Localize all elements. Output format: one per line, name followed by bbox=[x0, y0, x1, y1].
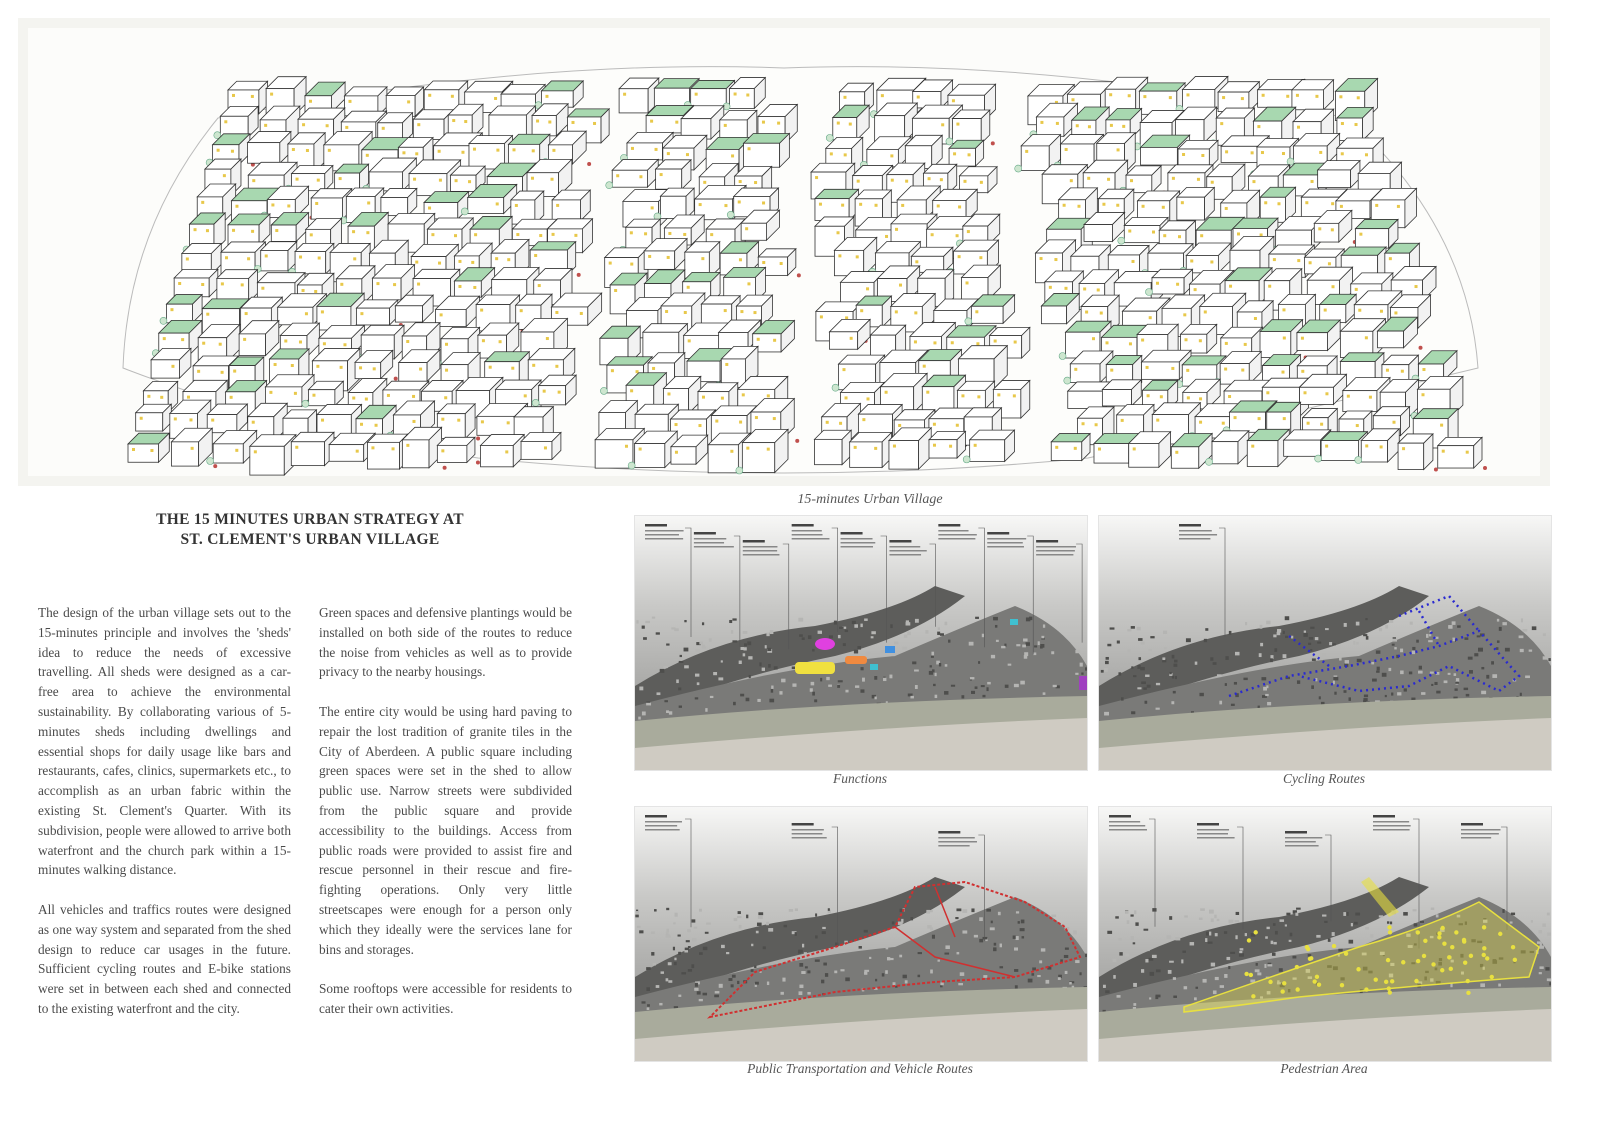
building bbox=[1051, 434, 1090, 461]
building bbox=[949, 140, 984, 166]
pedestrian-tree bbox=[1463, 960, 1467, 964]
pedestrian-area-map bbox=[1098, 806, 1552, 1062]
pedestrian-tree bbox=[1416, 930, 1420, 934]
building bbox=[174, 269, 218, 296]
building bbox=[815, 430, 852, 464]
pedestrian-tree bbox=[1440, 926, 1444, 930]
pedestrian-tree bbox=[1384, 980, 1388, 984]
pedestrian-tree bbox=[1388, 930, 1392, 934]
pedestrian-area-caption: Pedestrian Area bbox=[1280, 1061, 1368, 1076]
text-column-left bbox=[38, 603, 291, 1039]
function-zone bbox=[870, 664, 878, 670]
cycling-routes-map bbox=[1098, 515, 1552, 771]
pedestrian-tree bbox=[1280, 989, 1284, 993]
pedestrian-tree bbox=[1295, 987, 1299, 991]
building bbox=[815, 189, 859, 220]
pedestrian-tree bbox=[1254, 930, 1258, 934]
pedestrian-tree bbox=[1449, 967, 1453, 971]
cycling-aerial-image bbox=[1099, 516, 1551, 770]
building bbox=[1177, 187, 1214, 220]
function-zone bbox=[885, 646, 895, 653]
building bbox=[521, 432, 561, 459]
pedestrian-tree bbox=[1482, 946, 1486, 950]
pedestrian-tree bbox=[1295, 965, 1299, 969]
building bbox=[552, 190, 590, 221]
pedestrian-tree bbox=[1454, 930, 1458, 934]
pedestrian-tree bbox=[1450, 945, 1454, 949]
building bbox=[929, 431, 965, 458]
building bbox=[1292, 80, 1334, 110]
building bbox=[1218, 82, 1259, 112]
function-zone bbox=[795, 662, 835, 674]
pedestrian-tree bbox=[1482, 925, 1486, 929]
pedestrian-tree bbox=[1364, 987, 1368, 991]
pedestrian-tree bbox=[1466, 979, 1470, 983]
pedestrian-tree bbox=[1390, 979, 1394, 983]
building bbox=[250, 435, 296, 475]
paragraph: The design of the urban village sets out to the 15-minutes principle and involves the 'sheds' idea to reduce the needs of excessive travelling. All sheds were designed as a car-free area to achieve the environmental sustainability. By collaborating various of 5-minutes sheds including dwellings and essential shops for daily usage like bars and restaurants, cafes, clinics, supermarkets etc., to accomplish as an urban fabric within the existing St. Clement's Quarter. With its subdivision, people were allowed to arrive both waterfront and the church park within a 15-minutes walking distance. bbox=[38, 605, 291, 878]
building bbox=[1102, 380, 1141, 406]
pedestrian-tree bbox=[1308, 957, 1312, 961]
function-zone bbox=[1079, 676, 1087, 690]
urban-village-sketch-drawing bbox=[28, 28, 1540, 476]
pedestrian-tree bbox=[1317, 982, 1321, 986]
building bbox=[957, 381, 994, 409]
pedestrian-tree bbox=[1251, 994, 1255, 998]
pedestrian-tree bbox=[1416, 959, 1420, 963]
pedestrian-tree bbox=[1387, 986, 1391, 990]
functions-map bbox=[634, 515, 1088, 771]
building bbox=[381, 188, 417, 215]
building bbox=[744, 133, 790, 167]
pedestrian-tree bbox=[1387, 925, 1391, 929]
pedestrian-tree bbox=[1462, 939, 1466, 943]
pedestrian-tree bbox=[1437, 935, 1441, 939]
pedestrian-aerial-image bbox=[1099, 807, 1551, 1061]
function-zone bbox=[815, 638, 835, 650]
building bbox=[128, 433, 169, 462]
pedestrian-tree bbox=[1247, 938, 1251, 942]
pedestrian-tree bbox=[1490, 975, 1494, 979]
building bbox=[207, 430, 257, 464]
pedestrian-tree bbox=[1414, 979, 1418, 983]
cycling-routes-caption: Cycling Routes bbox=[1282, 771, 1366, 786]
pedestrian-tree bbox=[1315, 975, 1319, 979]
title-line-2: ST. CLEMENT'S URBAN VILLAGE bbox=[180, 531, 440, 548]
sketch-frame bbox=[18, 18, 1550, 486]
pedestrian-tree bbox=[1466, 991, 1470, 995]
pedestrian-tree bbox=[1442, 941, 1446, 945]
urban-village-sketch bbox=[28, 28, 1540, 476]
building bbox=[481, 435, 525, 467]
vehicle-routes-map bbox=[634, 806, 1088, 1062]
building bbox=[1438, 437, 1487, 470]
buildings-group bbox=[123, 67, 1487, 476]
building bbox=[367, 434, 407, 469]
title-line-1: THE 15 MINUTES URBAN STRATEGY AT bbox=[156, 511, 464, 528]
pedestrian-tree bbox=[1482, 953, 1486, 957]
pedestrian-tree bbox=[1305, 945, 1309, 949]
paragraph: The entire city would be using hard paving to repair the lost tradition of granite tiles in the City of Aberdeen. A public square including green spaces were set in the shed to allow public use. Narrow streets were subdivided from the public square and provide accessibility to the buildings. Access from public roads were provided to assist fire and rescue personnel in their rescue and fire-fighting operations. Only very little streetscapes were enough for a person only which they ideally were the services lane for bins and storages. bbox=[319, 703, 572, 957]
building bbox=[1181, 324, 1217, 353]
pedestrian-tree bbox=[1356, 967, 1360, 971]
pedestrian-tree bbox=[1244, 972, 1248, 976]
pedestrian-tree bbox=[1388, 990, 1392, 994]
pedestrian-tree bbox=[1312, 979, 1316, 983]
building bbox=[850, 432, 892, 467]
pedestrian-tree bbox=[1401, 960, 1405, 964]
pedestrian-tree bbox=[1282, 981, 1286, 985]
pedestrian-tree bbox=[1498, 932, 1502, 936]
building bbox=[1398, 434, 1438, 472]
vehicle-routes-caption: Public Transportation and Vehicle Routes bbox=[747, 1061, 973, 1076]
pedestrian-tree bbox=[1431, 962, 1435, 966]
function-zone bbox=[845, 656, 867, 664]
pedestrian-tree bbox=[1511, 945, 1515, 949]
sketch-caption: 15-minutes Urban Village bbox=[797, 492, 943, 507]
article-title bbox=[100, 510, 520, 550]
pedestrian-tree bbox=[1386, 958, 1390, 962]
building bbox=[619, 78, 659, 113]
building bbox=[311, 189, 352, 219]
pedestrian-tree bbox=[1440, 968, 1444, 972]
function-zone bbox=[1010, 619, 1018, 625]
pedestrian-tree bbox=[1374, 977, 1378, 981]
building bbox=[1178, 140, 1218, 168]
building bbox=[656, 160, 691, 189]
pedestrian-tree bbox=[1447, 955, 1451, 959]
functions-caption: Functions bbox=[833, 771, 887, 786]
paragraph: Green spaces and defensive plantings would be installed on both side of the routes to reduce the noise from vehicles as well as to provide privacy to the nearby housings. bbox=[319, 605, 572, 680]
building bbox=[248, 132, 291, 164]
pedestrian-tree bbox=[1513, 958, 1517, 962]
building bbox=[437, 437, 480, 464]
building bbox=[1318, 161, 1360, 188]
text-column-right bbox=[319, 603, 572, 1039]
pedestrian-tree bbox=[1422, 954, 1426, 958]
vehicle-aerial-image bbox=[635, 807, 1087, 1061]
building bbox=[1247, 429, 1289, 466]
building bbox=[291, 432, 334, 465]
pedestrian-tree bbox=[1469, 954, 1473, 958]
pedestrian-tree bbox=[1485, 956, 1489, 960]
pedestrian-tree bbox=[1268, 980, 1272, 984]
functions-aerial-image bbox=[635, 516, 1087, 770]
building bbox=[228, 214, 270, 245]
building bbox=[889, 428, 931, 469]
pedestrian-tree bbox=[1340, 983, 1344, 987]
building bbox=[959, 167, 997, 193]
pedestrian-tree bbox=[1249, 973, 1253, 977]
pedestrian-tree bbox=[1332, 944, 1336, 948]
pedestrian-tree bbox=[1423, 939, 1427, 943]
paragraph: Some rooftops were accessible for residents to cater their own activities. bbox=[319, 981, 572, 1016]
building bbox=[1129, 432, 1171, 467]
pedestrian-tree bbox=[1344, 951, 1348, 955]
pedestrian-tree bbox=[1437, 931, 1441, 935]
paragraph: All vehicles and traffics routes were designed as one way system and separated from the shed design to reduce car usages in the future. Sufficient cycling routes and E-bike stations were set in between each shed and connected to the existing waterfront and the city. bbox=[38, 901, 291, 1016]
